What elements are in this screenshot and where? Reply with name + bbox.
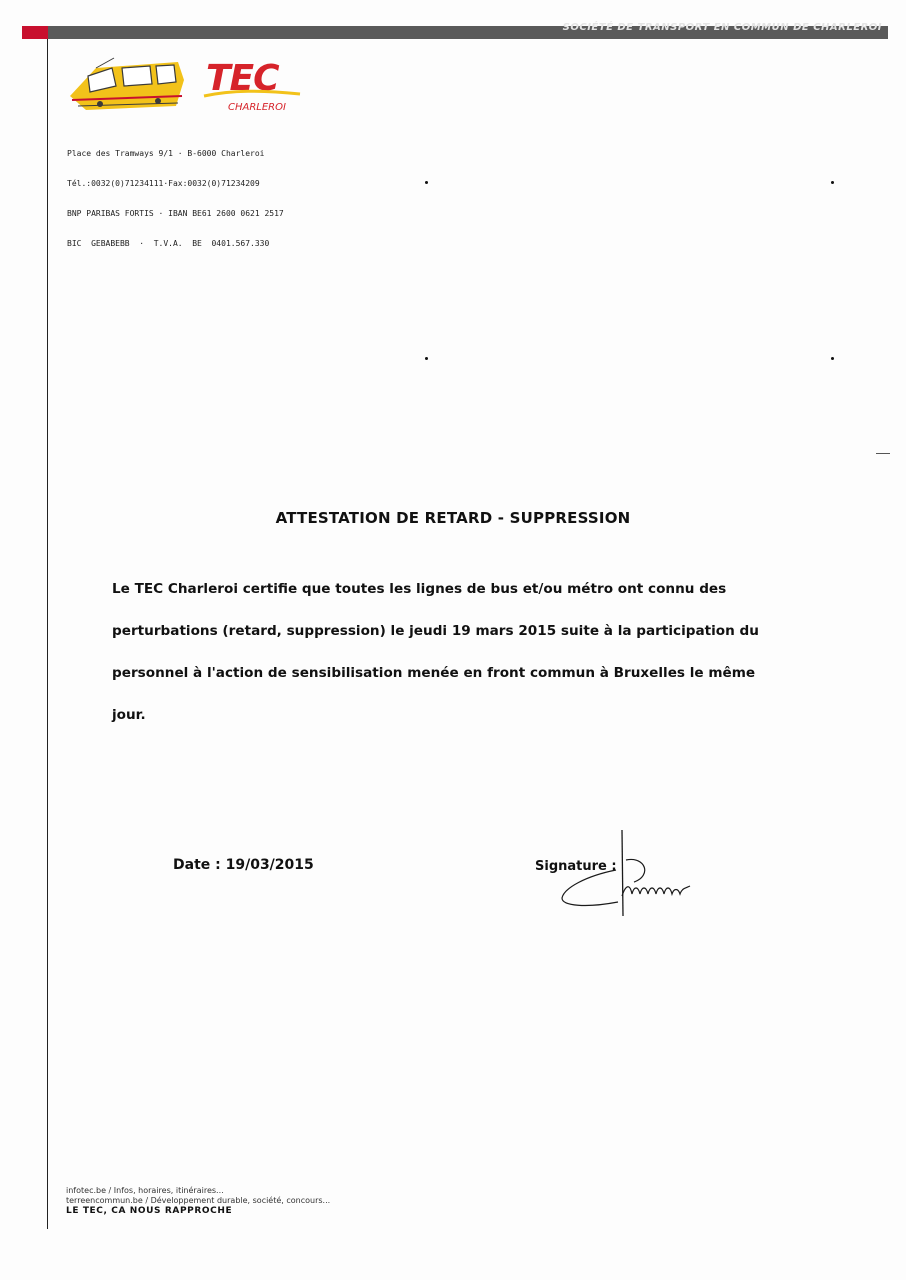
body-line: jour.	[112, 707, 146, 723]
body-line: perturbations (retard, suppression) le jeudi 19 mars 2015 suite à la participation du	[112, 623, 759, 639]
header-band-accent	[22, 26, 48, 39]
logo-swoosh	[202, 88, 302, 100]
handwritten-signature	[556, 826, 706, 918]
fold-mark	[876, 453, 890, 454]
tram-icon	[66, 56, 190, 112]
footer-line: terreencommun.be / Développement durable, société, concours...	[66, 1196, 331, 1205]
footer-line: infotec.be / Infos, horaires, itinéraires...	[66, 1186, 224, 1195]
tec-wordmark: TEC	[206, 58, 279, 99]
punch-dot	[831, 181, 834, 184]
address-line: BNP PARIBAS FORTIS · IBAN BE61 2600 0621 2517	[67, 209, 284, 218]
punch-dot	[425, 181, 428, 184]
signature-label: Signature :	[535, 859, 617, 874]
punch-dot	[425, 357, 428, 360]
date-label: Date : 19/03/2015	[173, 857, 314, 873]
body-line: personnel à l'action de sensibilisation menée en front commun à Bruxelles le même	[112, 665, 756, 681]
address-line: Tél.:0032(0)71234111·Fax:0032(0)71234209	[67, 179, 260, 188]
document-title: ATTESTATION DE RETARD - SUPPRESSION	[275, 509, 631, 527]
punch-dot	[831, 357, 834, 360]
address-line: Place des Tramways 9/1 · B-6000 Charleroi	[67, 149, 265, 158]
company-address	[67, 129, 284, 269]
address-line: BIC GEBABEBB · T.V.A. BE 0401.567.330	[67, 239, 270, 248]
header-band-text: SOCIÉTÉ DE TRANSPORT EN COMMUN DE CHARLEROI	[562, 22, 882, 33]
page-footer	[66, 1186, 330, 1216]
tec-logo	[66, 56, 306, 122]
document-body	[112, 568, 812, 736]
margin-rule	[47, 39, 48, 1229]
footer-slogan: LE TEC, CA NOUS RAPPROCHE	[66, 1206, 233, 1216]
body-line: Le TEC Charleroi certifie que toutes les lignes de bus et/ou métro ont connu des	[112, 581, 727, 597]
logo-subtext: CHARLEROI	[228, 102, 286, 113]
